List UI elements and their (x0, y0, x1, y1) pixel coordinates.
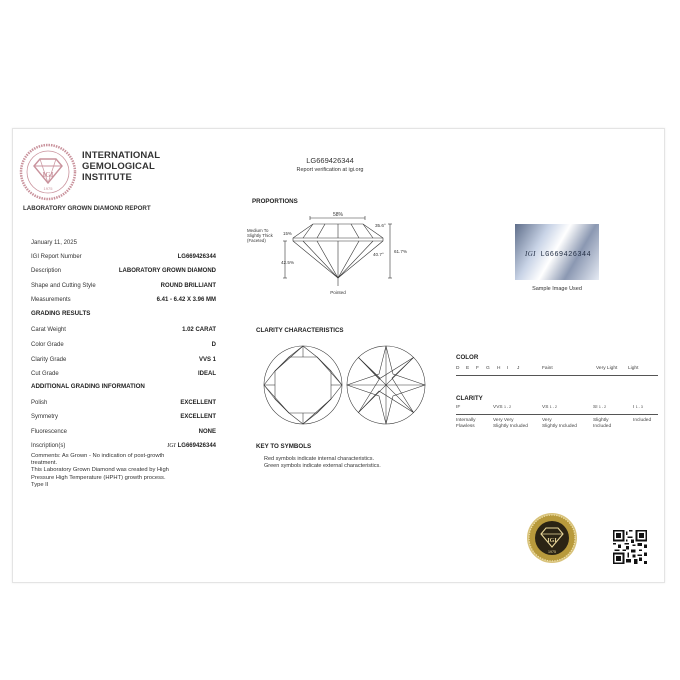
color-scale-title: COLOR (456, 354, 479, 361)
clarity-scale-line (456, 414, 658, 415)
sample-image-caption: Sample Image Used (532, 286, 582, 292)
sample-image-prefix: IGI (525, 250, 536, 258)
sample-image-inscription: LG669426344 (540, 251, 592, 259)
svg-text:Pointed: Pointed (330, 290, 346, 295)
clarity-scale-title: CLARITY (456, 395, 483, 402)
clarity-scale-descriptions: Internally Flawless Very Very Slightly Included Very Slightly Included Slightly Included Included (456, 418, 652, 429)
report-verification: Report verification at igi.org (296, 167, 364, 173)
diamond-crown-plot (262, 344, 344, 426)
inscription-prefix: IGI (167, 443, 176, 449)
detail-row-description: Description LABORATORY GROWN DIAMOND (31, 268, 216, 274)
svg-text:58%: 58% (332, 212, 344, 218)
svg-text:IGI: IGI (42, 171, 54, 179)
color-scale-line (456, 375, 658, 376)
detail-row-report-number: IGI Report Number LG669426344 (31, 254, 216, 260)
grading-row-color: Color Grade D (31, 342, 216, 348)
svg-text:1975: 1975 (43, 186, 53, 191)
org-name: INTERNATIONAL GEMOLOGICAL INSTITUTE (82, 150, 161, 183)
additional-row-symmetry: Symmetry EXCELLENT (31, 414, 216, 420)
key-to-symbols-title: KEY TO SYMBOLS (256, 443, 312, 450)
proportions-diagram (245, 208, 425, 300)
detail-row-shape: Shape and Cutting Style ROUND BRILLIANT (31, 283, 216, 289)
grading-row-carat: Carat Weight 1.02 CARAT (31, 327, 216, 333)
sample-image (515, 224, 599, 280)
report-number-header: LG669426344 (306, 156, 354, 165)
svg-text:35.6°: 35.6° (375, 223, 386, 228)
svg-text:61.7%: 61.7% (394, 249, 408, 254)
additional-row-polish: Polish EXCELLENT (31, 400, 216, 406)
diamond-pavilion-plot (345, 344, 427, 426)
color-scale-letters: D E F G H I J Faint Very Light Light (456, 366, 639, 371)
detail-row-measurements: Measurements 6.41 - 6.42 X 3.96 MM (31, 297, 216, 303)
grading-results-title: GRADING RESULTS (31, 310, 91, 317)
svg-text:42.5%: 42.5% (281, 260, 295, 265)
svg-text:1975: 1975 (548, 550, 556, 554)
grading-row-cut: Cut Grade IDEAL (31, 371, 216, 377)
clarity-characteristics-title: CLARITY CHARACTERISTICS (256, 327, 344, 334)
svg-text:Medium To: Medium To (247, 228, 269, 233)
igi-logo-icon (19, 143, 77, 201)
svg-text:15%: 15% (283, 231, 292, 236)
additional-row-inscription: Inscription(s) IGI LG669426344 (31, 443, 216, 449)
comments: Comments: As Grown - No indication of post-growth treatment. This Laboratory Grown Diamond was created by High Pressure High Temperature (HPHT) growth process. Type II (31, 453, 169, 488)
grading-row-clarity: Clarity Grade VVS 1 (31, 357, 216, 363)
svg-text:(Faceted): (Faceted) (247, 238, 266, 243)
detail-row-date: January 11, 2025 (31, 240, 77, 246)
additional-title: ADDITIONAL GRADING INFORMATION (31, 383, 145, 390)
svg-text:Slightly Thick: Slightly Thick (247, 233, 273, 238)
additional-row-fluorescence: Fluorescence NONE (31, 429, 216, 435)
clarity-scale-grades: IF VVS 1 - 2 VS 1 - 2 SI 1 - 2 I 1 - 3 (456, 405, 643, 410)
svg-text:40.7°: 40.7° (373, 252, 384, 257)
qr-code-icon (613, 530, 647, 564)
proportions-title: PROPORTIONS (252, 198, 298, 205)
key-to-symbols-text: Red symbols indicate internal characteristics. Green symbols indicate external characteristics. (264, 456, 381, 469)
igi-seal-icon (526, 512, 578, 564)
report-title: LABORATORY GROWN DIAMOND REPORT (23, 205, 151, 212)
svg-text:IGI: IGI (547, 538, 557, 544)
